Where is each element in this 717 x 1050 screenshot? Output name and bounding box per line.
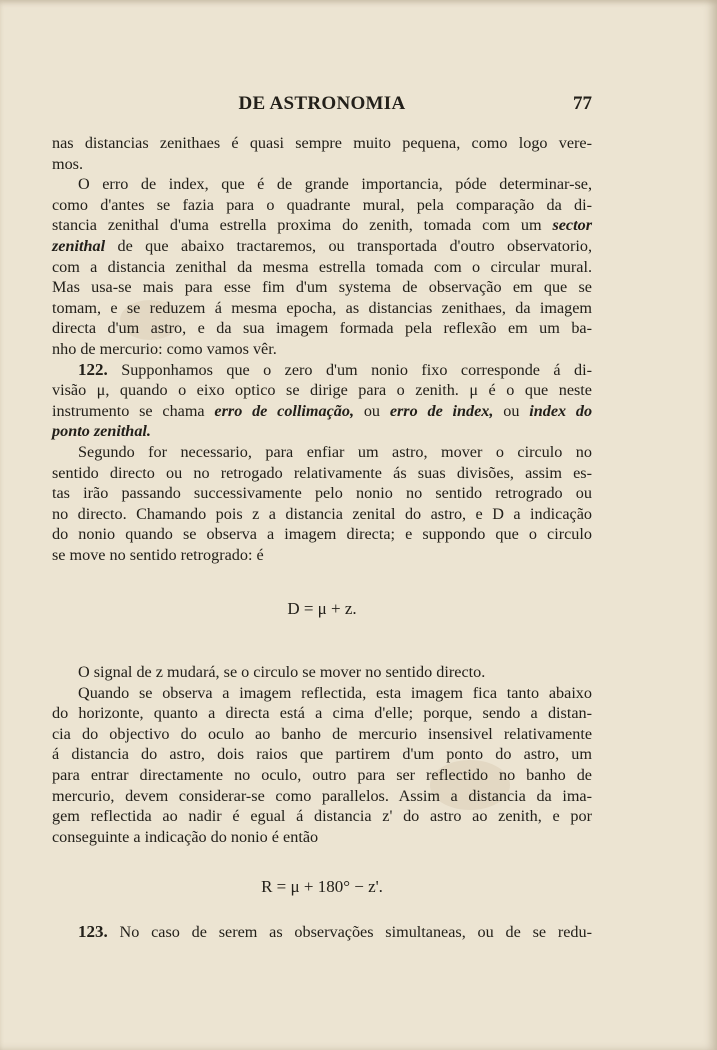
text-span: ou bbox=[503, 401, 520, 420]
text-span: instrumento se chama bbox=[52, 401, 205, 420]
text-line: conseguinte a indicação do nonio é então bbox=[52, 827, 319, 846]
text-line: directa d'um astro, e da sua imagem formada pela reflexão em um ba- bbox=[52, 319, 592, 338]
italic-term: erro de collimação, bbox=[214, 401, 355, 420]
text-span: de que abaixo tractaremos, ou transportada d'outro observatorio, bbox=[117, 236, 592, 255]
text-line: tomam, e se reduzem á mesma epocha, as distancias zenithaes, da imagem bbox=[52, 298, 592, 317]
text-line: tas irão passando successivamente pelo nonio no sentido retrogrado ou bbox=[52, 484, 592, 503]
page-number: 77 bbox=[573, 93, 592, 114]
text-line: Quando se observa a imagem reflectida, esta imagem fica tanto abaixo bbox=[78, 683, 592, 702]
text-line bbox=[52, 215, 592, 236]
text-line: cia do objectivo do oculo ao banho de mercurio insensivel relativamente bbox=[52, 724, 592, 743]
text-line: com a distancia zenithal da mesma estrella tomada com o circular mural. bbox=[52, 257, 592, 276]
text-line bbox=[52, 360, 592, 381]
section-number: 123. bbox=[78, 922, 108, 941]
text-line: mos. bbox=[52, 154, 84, 173]
text-line: para entrar directamente no oculo, outro para ser reflectido no banho de bbox=[52, 766, 592, 785]
italic-term: erro de index, bbox=[389, 401, 494, 420]
text-line: á distancia do astro, dois raios que partirem d'um ponto do astro, um bbox=[52, 745, 592, 764]
page-body bbox=[52, 133, 592, 943]
page-header bbox=[52, 93, 592, 119]
text-line: mercurio, devem considerar-se como parallelos. Assim a distancia da ima- bbox=[52, 786, 592, 805]
running-title: DE ASTRONOMIA bbox=[238, 93, 406, 114]
text-line: O signal de z mudará, se o circulo se mover no sentido directo. bbox=[78, 663, 486, 682]
text-line: se move no sentido retrogrado: é bbox=[52, 545, 264, 564]
text-span: No caso de serem as observações simultaneas, ou de se redu- bbox=[119, 923, 593, 941]
text-line bbox=[52, 401, 592, 422]
text-line: como d'antes se fazia para o quadrante mural, pela comparação da di- bbox=[52, 195, 592, 214]
text-span: stancia zenithal d'uma estrella proxima do zenith, tomada com um bbox=[52, 216, 542, 235]
text-line bbox=[52, 922, 592, 943]
text-line: no directo. Chamando pois z a distancia zenital do astro, e D a indicação bbox=[52, 504, 592, 523]
text-line bbox=[52, 236, 592, 257]
text-line bbox=[52, 421, 592, 442]
formula-reflected: R = μ + 180° − z'. bbox=[261, 877, 383, 897]
italic-term: sector bbox=[552, 216, 592, 235]
formula-direct: D = μ + z. bbox=[287, 599, 357, 619]
text-line: nho de mercurio: como vamos vêr. bbox=[52, 339, 277, 358]
text-line: do nonio quando se observa a imagem directa; e suppondo que o circulo bbox=[52, 525, 592, 544]
text-span: ou bbox=[363, 401, 381, 420]
text-line: O erro de index, que é de grande importancia, póde determinar-se, bbox=[78, 175, 592, 194]
text-line: visão μ, quando o eixo optico se dirige para o zenith. μ é o que neste bbox=[52, 381, 592, 400]
text-line: nas distancias zenithaes é quasi sempre muito pequena, como logo vere- bbox=[52, 134, 592, 152]
italic-term: index do bbox=[529, 401, 593, 420]
text-line: gem reflectida ao nadir é egual á distancia z' do astro ao zenith, e por bbox=[52, 807, 592, 826]
text-line: Mas usa-se mais para esse fim d'um systema de observação em que se bbox=[52, 278, 592, 297]
italic-term: ponto zenithal. bbox=[52, 422, 151, 441]
text-line: sentido directo ou no retrogado relativamente ás suas divisões, assim es- bbox=[52, 463, 592, 482]
text-span: Supponhamos que o zero d'um nonio fixo corresponde á di- bbox=[121, 360, 593, 379]
italic-term: zenithal bbox=[52, 236, 106, 255]
text-line: do horizonte, quanto a directa está a cima d'elle; porque, sendo a distan- bbox=[52, 704, 592, 723]
section-number: 122. bbox=[78, 359, 108, 379]
text-line: Segundo for necessario, para enfiar um astro, mover o circulo no bbox=[78, 442, 592, 461]
